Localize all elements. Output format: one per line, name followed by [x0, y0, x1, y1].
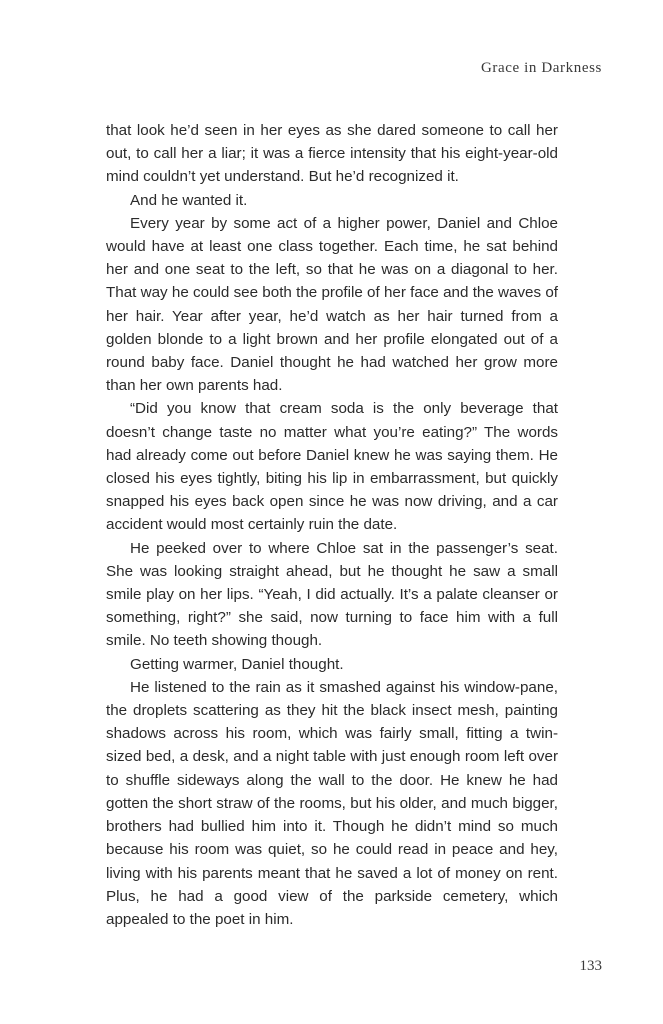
page-number: 133 — [579, 958, 602, 974]
running-head: Grace in Darkness — [481, 60, 602, 76]
paragraph: Getting warmer, Daniel thought. — [130, 655, 344, 673]
paragraph: He peeked over to where Chloe sat in the passenger’s seat. She was looking straight ahead, but he thought he saw a small smile play on her lips. “Yeah, I did actually. It’s a palate cleanser or something, right?” she said, now turning to face him with a full smile. No teeth showing though. — [106, 539, 558, 650]
paragraph: And he wanted it. — [130, 191, 248, 209]
paragraph: Every year by some act of a higher power, Daniel and Chloe would have at least one class together. Each time, he sat behind her and one seat to the left, so that he was on a diagonal to her. That way he could see both the profile of her face and the waves of her hair. Year after year, he’d watch as her hair turned from a golden blonde to a light brown and her profile elongated out of a round baby face. Daniel thought he had watched her grow more than her own parents had. — [106, 214, 558, 395]
body-text — [106, 119, 558, 931]
paragraph: that look he’d seen in her eyes as she dared someone to call her out, to call her a liar; it was a fierce intensity that his eight-year-old mind couldn’t yet understand. But he’d recognized it. — [106, 122, 558, 186]
paragraph: He listened to the rain as it smashed against his window-pane, the droplets scattering as they hit the black insect mesh, painting shadows across his room, which was fairly small, fitting a twin-sized bed, a desk, and a night table with just enough room left over to shuffle sideways along the wall to the door. He knew he had gotten the short straw of the rooms, but his older, and much bigger, brothers had bullied him into it. Though he didn’t mind so much because his room was quiet, so he could read in peace and hey, living with his parents meant that he saved a lot of money on rent. Plus, he had a good view of the parkside cemetery, which appealed to the poet in him. — [106, 678, 558, 928]
paragraph: “Did you know that cream soda is the only beverage that doesn’t change taste no matter what you’re eating?” The words had already come out before Daniel knew he was saying them. He closed his eyes tightly, biting his lip in embarrassment, but quickly snapped his eyes back open since he was now driving, and a car accident would most certainly ruin the date. — [106, 400, 558, 534]
